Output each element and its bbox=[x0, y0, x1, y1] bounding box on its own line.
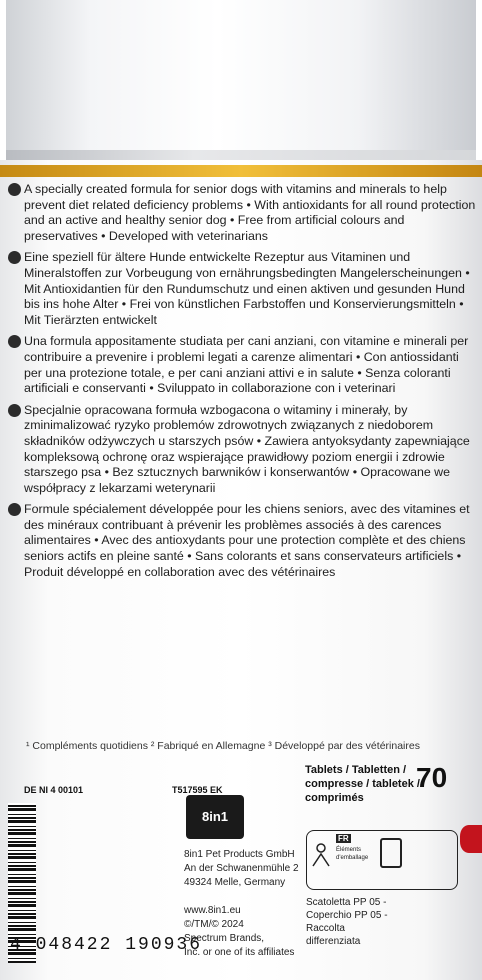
recycle-info: Scatoletta PP 05 - Coperchio PP 05 - Raccolta differenziata bbox=[306, 897, 388, 947]
paragraph-pl: Specjalnie opracowana formuła wzbogacona o witaminy i minerały, by zminimalizować ryzyko problemów zdrowotnych związanych z niedoborem składników odżywczych u starszych psów • Zawiera antyoksydanty zapewniające kompleksową ochronę oraz wspierające prawidłowy poziom energii i zdrowie starszego psa • Bez sztucznych barwników i konserwantów • Opracowane we współpracy z lekarzami weterynarii bbox=[8, 403, 478, 497]
tablets-label: Tablets / Tabletten / compresse / tabletek / comprimés bbox=[305, 764, 420, 804]
description-list bbox=[8, 182, 478, 586]
paragraph-en: A specially created formula for senior dogs with vitamins and minerals to help prevent diet related deficiency problems • With antioxidants for all round protection and an active and healthy senior dog • Free from artificial colours and preservatives • Developed with veterinarians bbox=[8, 182, 478, 244]
code-left: DE NI 4 00101 bbox=[24, 785, 84, 795]
flag-icon-de bbox=[8, 251, 21, 264]
code-right: T517595 EK bbox=[172, 785, 223, 795]
footnote: ¹ Compléments quotidiens ² Fabriqué en Allemagne ³ Développé par des vétérinaires bbox=[26, 740, 420, 752]
recycle-triman-icon bbox=[310, 842, 332, 868]
brand-logo: 8in1 bbox=[186, 795, 244, 839]
tablets-count: 70 bbox=[416, 762, 448, 793]
flag-icon-pl bbox=[8, 404, 21, 417]
barcode-number: 4 048422 190936 bbox=[10, 935, 203, 955]
paragraph-fr: Formule spécialement développée pour les chiens seniors, avec des vitamines et des minéraux contribuant à prévenir les problèmes associés à des carences alimentaires • Avec des antioxydants pour une protection complète et des chiens seniors actifs en pleine santé • Sans colorants et sans conservateurs artificiels • Produit développé en collaboration avec des vétérinaires bbox=[8, 502, 478, 580]
company-info: 8in1 Pet Products GmbH An der Schwanenmühle 2 49324 Melle, Germany www.8in1.eu ©/TM/© 2024 Spectrum Brands, Inc. or one of its affiliates bbox=[184, 849, 299, 958]
paragraph-it: Una formula appositamente studiata per cani anziani, con vitamine e minerali per contribuire a prevenire i problemi legati a carenze alimentari • Con antiossidanti per una protezione totale, e per cani anziani attivi e in salute • Senza coloranti artificiali e conservanti • Sviluppato in collaborazione con i veterinari bbox=[8, 334, 478, 396]
flag-icon-en bbox=[8, 183, 21, 196]
recycle-label: Éléments d'emballage bbox=[336, 847, 369, 861]
gold-band bbox=[0, 165, 482, 177]
recycle-bin-icon bbox=[380, 838, 402, 868]
flag-icon-fr bbox=[8, 503, 21, 516]
bottle-cap bbox=[6, 0, 476, 165]
paragraph-de: Eine speziell für ältere Hunde entwickelte Rezeptur aus Vitaminen und Mineralstoffen zur Vorbeugung von ernährungsbedingten Mangelerscheinungen • Mit Antioxidantien für den Rundumschutz und einen aktiven und gesunden Hund bis ins hohe Alter • Frei von künstlichen Farbstoffen und Konservierungsmitteln • Mit Tierärzten entwickelt bbox=[8, 250, 478, 328]
recycle-country: FR bbox=[338, 834, 349, 843]
flag-icon-it bbox=[8, 335, 21, 348]
red-label-edge bbox=[460, 825, 482, 853]
